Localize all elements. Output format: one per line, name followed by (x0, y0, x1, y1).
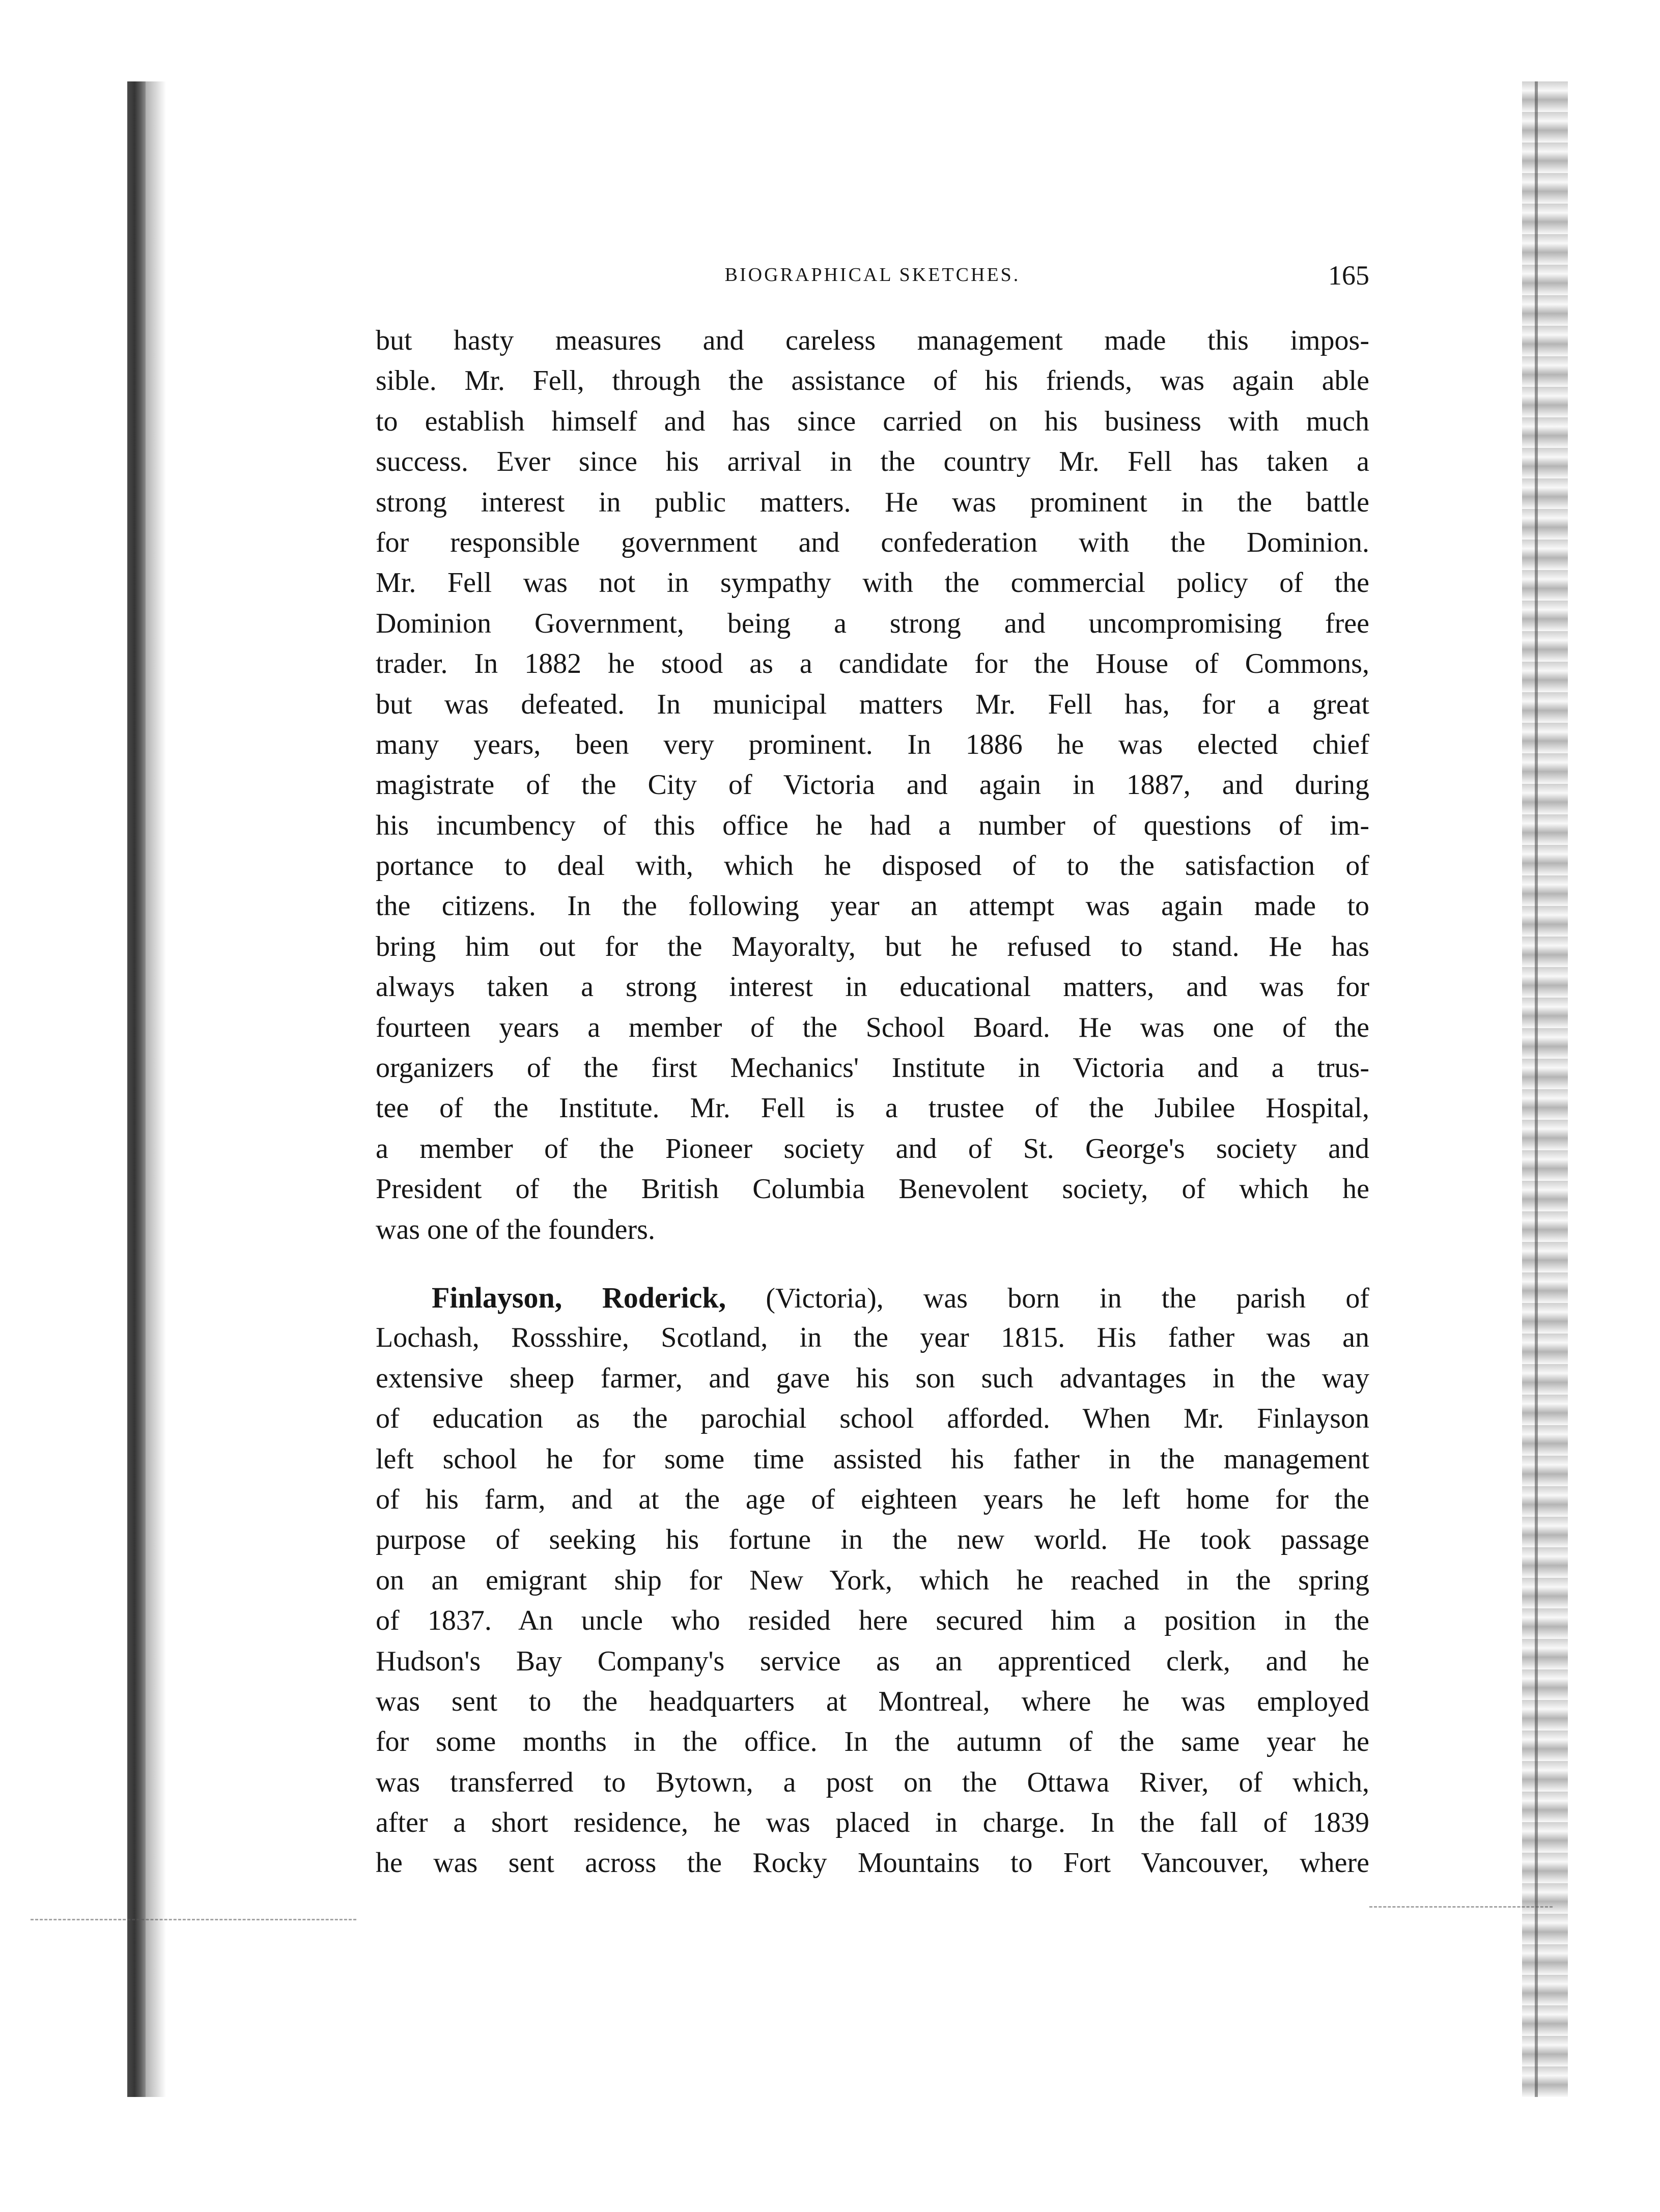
text-line: President of the British Columbia Benevolent society, of which he (376, 1173, 1369, 1205)
text-line: on an emigrant ship for New York, which he reached in the spring (376, 1564, 1369, 1596)
scan-dash-line (31, 1919, 356, 1920)
text-line: fourteen years a member of the School Board. He was one of the (376, 1011, 1369, 1043)
text-line: of education as the parochial school afforded. When Mr. Finlayson (376, 1403, 1369, 1435)
text-line: Dominion Government, being a strong and uncompromising free (376, 607, 1369, 639)
text-line: many years, been very prominent. In 1886 he was elected chief (376, 728, 1369, 760)
entry-name: Finlayson, Roderick, (432, 1281, 726, 1314)
binding-shadow-left (127, 81, 146, 2097)
paragraph-finlayson-entry (376, 1278, 1369, 1884)
text-line: he was sent across the Rocky Mountains to Fort Vancouver, where (376, 1847, 1369, 1879)
text-line: but was defeated. In municipal matters Mr. Fell has, for a great (376, 688, 1369, 720)
text-line: Lochash, Rossshire, Scotland, in the year 1815. His father was an (376, 1322, 1369, 1354)
text-line: of 1837. An uncle who resided here secured him a position in the (376, 1605, 1369, 1637)
running-title: BIOGRAPHICAL SKETCHES. (724, 264, 1021, 286)
text-line: magistrate of the City of Victoria and again in 1887, and during (376, 769, 1369, 801)
text-line: Hudson's Bay Company's service as an apprenticed clerk, and he (376, 1645, 1369, 1677)
text-line: his incumbency of this office he had a number of questions of im- (376, 809, 1369, 841)
text-line: Mr. Fell was not in sympathy with the commercial policy of the (376, 567, 1369, 599)
binding-shadow-right (1522, 81, 1568, 2097)
text-line: left school he for some time assisted his father in the management (376, 1443, 1369, 1475)
text-line: bring him out for the Mayoralty, but he refused to stand. He has (376, 930, 1369, 962)
page-header (376, 260, 1369, 295)
text-line: trader. In 1882 he stood as a candidate for the House of Commons, (376, 648, 1369, 680)
text-line: for responsible government and confederation with the Dominion. (376, 526, 1369, 558)
text-line: was one of the founders. (376, 1213, 655, 1245)
text-line: always taken a strong interest in educational matters, and was for (376, 971, 1369, 1003)
paragraph-fell-continuation (376, 321, 1369, 1250)
binding-edge-right (1535, 81, 1538, 2097)
text-line: the citizens. In the following year an attempt was again made to (376, 890, 1369, 922)
text-line: extensive sheep farmer, and gave his son such advantages in the way (376, 1362, 1369, 1394)
text-line: was sent to the headquarters at Montreal, where he was employed (376, 1685, 1369, 1717)
scan-dash-line (1369, 1906, 1553, 1908)
text-line: of his farm, and at the age of eighteen years he left home for the (376, 1483, 1369, 1515)
text-line: tee of the Institute. Mr. Fell is a trustee of the Jubilee Hospital, (376, 1092, 1369, 1124)
text-line: portance to deal with, which he disposed of to the satisfaction of (376, 850, 1369, 882)
text-line: organizers of the first Mechanics' Institute in Victoria and a trus- (376, 1052, 1369, 1084)
text-line: success. Ever since his arrival in the country Mr. Fell has taken a (376, 446, 1369, 478)
text-line: purpose of seeking his fortune in the new world. He took passage (376, 1524, 1369, 1556)
page-number: 165 (1328, 260, 1369, 291)
text-line: but hasty measures and careless management made this impos- (376, 325, 1369, 356)
text-line: after a short residence, he was placed in charge. In the fall of 1839 (376, 1807, 1369, 1839)
text-line: was transferred to Bytown, a post on the Ottawa River, of which, (376, 1766, 1369, 1798)
text-line: strong interest in public matters. He was prominent in the battle (376, 486, 1369, 518)
text-line: sible. Mr. Fell, through the assistance of his friends, was again able (376, 365, 1369, 397)
entry-first-line (376, 1278, 1369, 1318)
text-line: a member of the Pioneer society and of St. George's society and (376, 1132, 1369, 1165)
text-line: for some months in the office. In the autumn of the same year he (376, 1726, 1369, 1758)
text-line: to establish himself and has since carried on his business with much (376, 405, 1369, 437)
entry-first-line-text: (Victoria), was born in the parish of (726, 1283, 1369, 1314)
binding-shadow-left-fade (146, 81, 166, 2097)
